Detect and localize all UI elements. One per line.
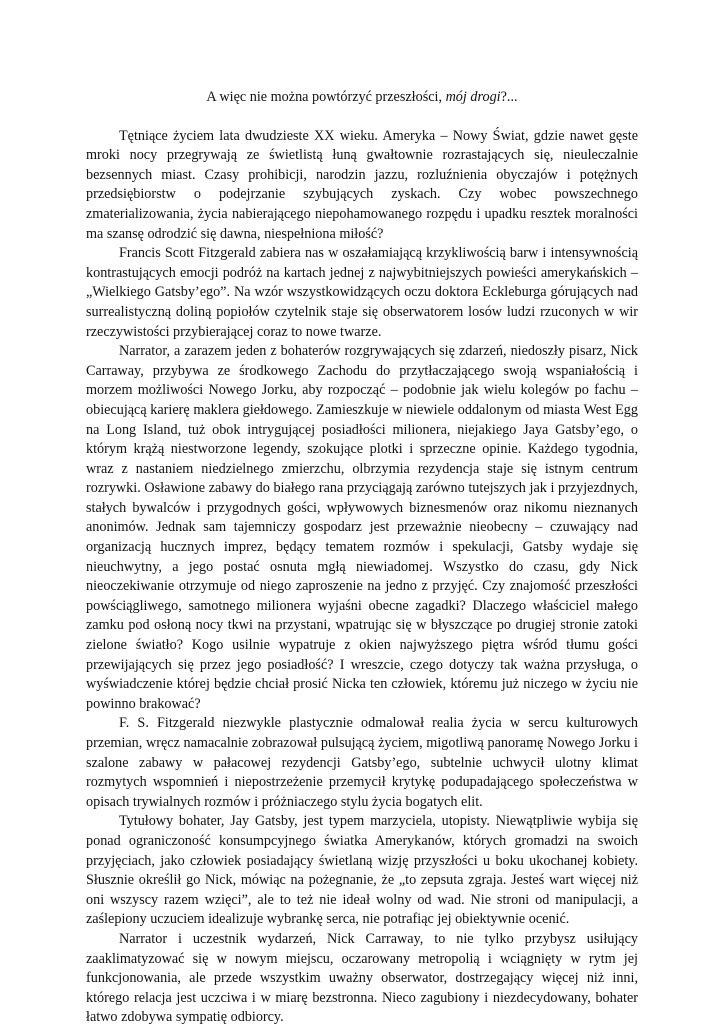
paragraph-6: Narrator i uczestnik wydarzeń, Nick Carraway, to nie tylko przybysz usiłujący zaaklimatyzować się w nowym miejscu, oczarowany metropolią i wciągnięty w rytm jej funkcjonowania, ale przede wszystkim uważny obserwator, dostrzegający więcej niż inni, którego relacja jest uczciwa i w miarę bezstronna. Nieco zagubiony i niezdecydowany, bohater łatwo zdobywa sympatię odbiorcy. [86,930,638,1026]
paragraph-3: Narrator, a zarazem jeden z bohaterów rozgrywających się zdarzeń, niedoszły pisarz, Nick Carraway, przybywa ze środkowego Zachodu do przytłaczającego swoją wspaniałością i morzem możliwości Nowego Jorku, aby rozpocząć – podobnie jak wielu kolegów po fachu – obiecującą karierę maklera giełdowego. Zamieszkuje w niewiele oddalonym od miasta West Egg na Long Island, tuż obok intrygującej posiadłości milionera, niejakiego Jaya Gatsby’ego, o którym krążą niestworzone legendy, szokujące plotki i sprzeczne opinie. Każdego tygodnia, wraz z nastaniem niedzielnego zmierzchu, olbrzymia rezydencja staje się istnym centrum rozrywki. Osławione zabawy do białego rana przyciągają zarówno tutejszych jak i przyjezdnych, stałych bywalców i przygodnych gości, wpływowych biznesmenów oraz nikomu nieznanych anonimów. Jednak sam tajemniczy gospodarz jest przeważnie nieobecny – czuwający nad organizacją hucznych imprez, będący tematem rozmów i spekulacji, Gatsby wydaje się nieuchwytny, a jego postać osnuta mgłą niewiadomej. Wszystko do czasu, gdy Nick nieoczekiwanie otrzymuje od niego zaproszenie na jedno z przyjęć. Czy znajomość przeszłości powściągliwego, samotnego milionera wyjaśni obecne zagadki? Dlaczego właściciel małego zamku pod osłoną nocy tkwi na przystani, wpatrując się w błyszczące po drugiej stronie zatoki zielone światło? Kogo usilnie wypatruje z okien najwyższego piętra wśród tłumu gości przewijających się przez jego posiadłość? I wreszcie, czego dotyczy tak ważna przysługa, o wyświadczenie której będzie chciał prosić Nicka ten człowiek, któremu już niczego w życiu nie powinno brakować? [86,343,638,712]
title-suffix: ?... [500,89,518,105]
paragraph-5: Tytułowy bohater, Jay Gatsby, jest typem marzyciela, utopisty. Niewątpliwie wybija się ponad ograniczoność konsumpcyjnego światka Amerykanów, których gromadzi na swoich przyjęciach, jako człowiek posiadający świetlaną wizję przyszłości u boku ukochanej kobiety. Słusznie określił go Nick, mówiąc na pożegnanie, że „to zepsuta zgraja. Jesteś wart więcej niż oni wszyscy razem wzięci”, ale to też nie ideał wolny od wad. Nie stroni od manipulacji, a zaślepiony uczuciem idealizuje wybrankę serca, nie potrafiąc jej obiektywnie ocenić. [86,813,638,928]
paragraph-2: Francis Scott Fitzgerald zabiera nas w oszałamiającą krzykliwością barw i intensywnością kontrastujących emocji podróż na kartach jednej z najwybitniejszych powieści amerykańskich – „Wielkiego Gatsby’ego”. Na wzór wszystkowidzących oczu doktora Eckleburga górujących nad surrealistyczną doliną popiołów czytelnik staje się obserwatorem losów ludzi rzuconych w wir rzeczywistości przybierającej coraz to nowe twarze. [86,245,638,340]
title-prefix: A więc nie można powtórzyć przeszłości, [206,89,446,105]
document-title [86,88,638,108]
title-italic: mój drogi [445,89,501,105]
document-page [86,88,638,1028]
paragraph-1: Tętniące życiem lata dwudzieste XX wieku. Ameryka – Nowy Świat, gdzie nawet gęste mroki nocy przegrywają ze świetlistą łuną gwałtownie rozrastających się, nieuleczalnie bezsennych miast. Czasy prohibicji, narodzin jazzu, rozluźnienia obyczajów i potężnych przedsiębiorstw o podejrzanie szybujących zyskach. Czy wobec powszechnego zmaterializowania, życia nabierającego niepohamowanego rozpędu i upadku resztek moralności ma szansę odrodzić się dawna, niespełniona miłość? [86,127,638,242]
paragraph-4: F. S. Fitzgerald niezwykle plastycznie odmalował realia życia w sercu kulturowych przemian, wręcz namacalnie zobrazował pulsującą życiem, migotliwą panoramę Nowego Jorku i szalone zabawy w pałacowej rezydencji Gatsby’ego, subtelnie uchwycił ulotny klimat rozmytych wspomnień i niepostrzeżenie przemycił krytykę podupadającego społeczeństwa w opisach trywialnych rozmów i próżniaczego stylu życia bogatych elit. [86,715,638,810]
